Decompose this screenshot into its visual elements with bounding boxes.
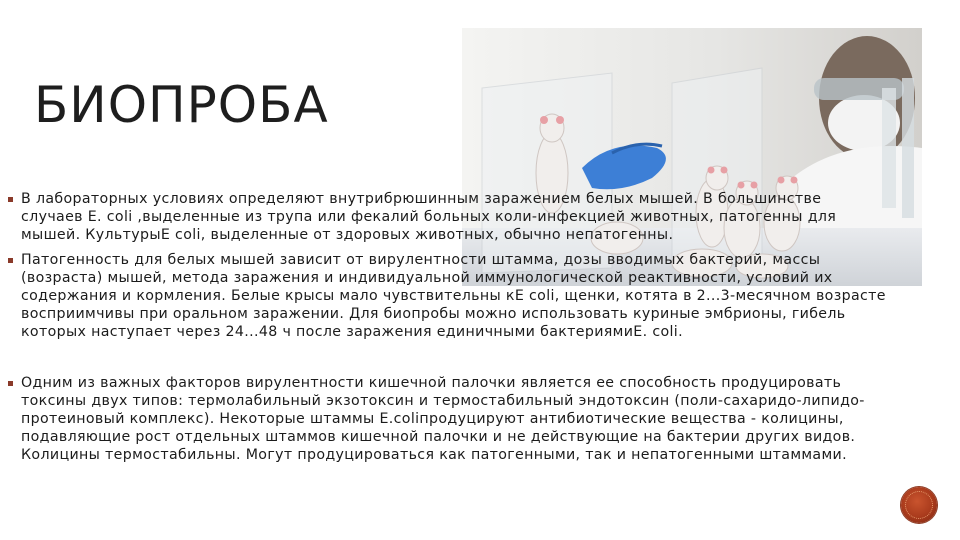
bullet-text: Одним из важных факторов вирулентности кишечной палочки является ее способность продуцировать токсины двух типов: термолабильный экзотоксин и термостабильный эндотоксин (поли-сахаридо-липидо-протеиновый комплекс). Некоторые штаммы E.coliпродуцируют антибиотические вещества - колицины, подавляющие рост отдельных штаммов кишечной палочки и не действующие на бактерии других видов. Колицины термостабильны. Могут продуцироваться как патогенными, так и непатогенными штаммами. (21, 375, 865, 463)
bullet-list (8, 191, 888, 464)
bullet-item (8, 252, 888, 341)
square-bullet-icon (8, 197, 13, 202)
bullet-text: В лабораторных условиях определяют внутрибрюшинным заражением белых мышей. В большинстве случаев Е. coli ,выделенные из трупа или фекалий больных коли-инфекцией животных, патогенны для мышей. КультурыЕ coli, выделенные от здоровых животных, обычно непатогенны. (21, 191, 837, 243)
square-bullet-icon (8, 258, 13, 263)
bullet-text: Патогенность для белых мышей зависит от вирулентности штамма, дозы вводимых бактерий, массы (возраста) мышей, метода заражения и индивидуальной иммунологической реактивности, условий их содержания и кормления. Белые крысы мало чувствительны кЕ coli, щенки, котята в 2...3-месячном возрасте восприимчивы при оральном заражении. Для биопробы можно использовать куриные эмбрионы, гибель которых наступает через 24...48 ч после заражения единичными бактериямиЕ. coli. (21, 252, 886, 340)
square-bullet-icon (8, 381, 13, 386)
decorative-circle-icon (901, 487, 937, 523)
decorative-ring (905, 491, 933, 519)
bullet-item (8, 191, 888, 244)
bullet-item (8, 375, 888, 464)
slide-title: БИОПРОБА (34, 76, 329, 134)
